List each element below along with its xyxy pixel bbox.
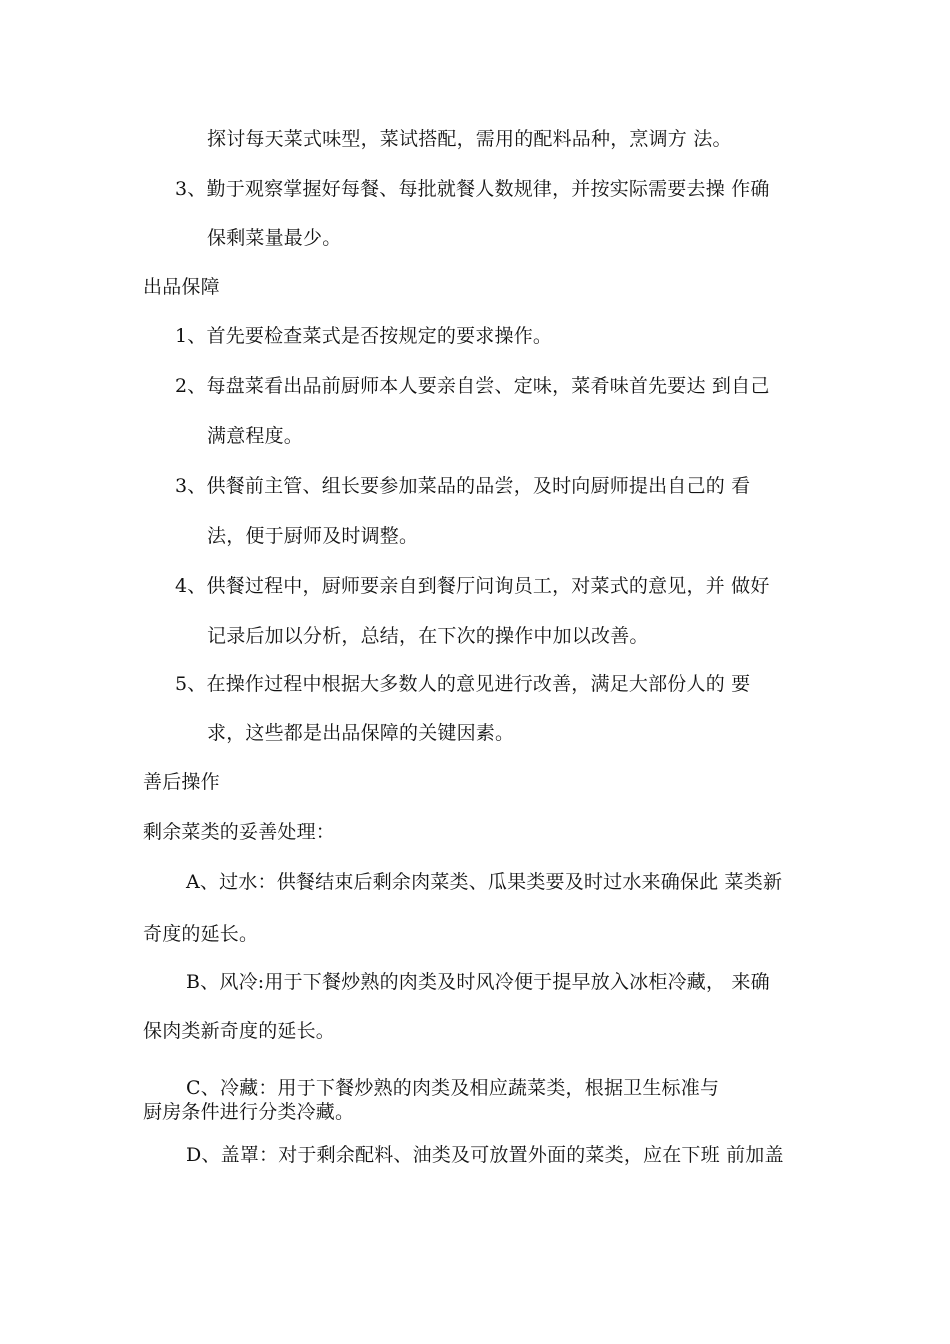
text-line: A、过水：供餐结束后剩余肉菜类、瓜果类要及时过水来确保此 菜类新	[186, 871, 783, 893]
text-line: D、盖罩：对于剩余配料、油类及可放置外面的菜类，应在下班 前加盖	[186, 1144, 784, 1166]
section-heading: 出品保障	[143, 276, 220, 298]
text-line: 剩余菜类的妥善处理：	[143, 821, 336, 843]
text-line: 保肉类新奇度的延长。	[143, 1020, 336, 1042]
text-line: 求，这些都是出品保障的关键因素。	[207, 722, 515, 744]
text-line: 4、供餐过程中，厨师要亲自到餐厅问询员工，对菜式的意见，并 做好	[175, 575, 770, 597]
text-line: 3、供餐前主管、组长要参加菜品的品尝，及时向厨师提出自己的 看	[175, 475, 751, 497]
text-line: 3、勤于观察掌握好每餐、每批就餐人数规律，并按实际需要去操 作确	[175, 178, 770, 200]
text-line: 满意程度。	[207, 425, 304, 447]
text-line: 2、每盘菜看出品前厨师本人要亲自尝、定味，菜肴味首先要达 到自己	[175, 375, 770, 397]
text-line: C、冷藏：用于下餐炒熟的肉类及相应蔬菜类，根据卫生标准与	[186, 1077, 720, 1099]
text-line: 厨房条件进行分类冷藏。	[143, 1101, 355, 1123]
text-line: 奇度的延长。	[143, 923, 259, 945]
text-line: 保剩菜量最少。	[207, 227, 342, 249]
text-line: B、风冷:用于下餐炒熟的肉类及时风冷便于提早放入冰柜冷藏， 来确	[186, 971, 770, 993]
text-line: 5、在操作过程中根据大多数人的意见进行改善，满足大部份人的 要	[175, 673, 751, 695]
text-line: 探讨每天菜式味型，菜试搭配，需用的配料品种，烹调方 法。	[207, 128, 732, 150]
text-line: 记录后加以分析，总结，在下次的操作中加以改善。	[207, 625, 649, 647]
text-line: 1、首先要检查菜式是否按规定的要求操作。	[175, 325, 553, 347]
text-line: 法，便于厨师及时调整。	[207, 525, 419, 547]
section-heading: 善后操作	[143, 771, 220, 793]
